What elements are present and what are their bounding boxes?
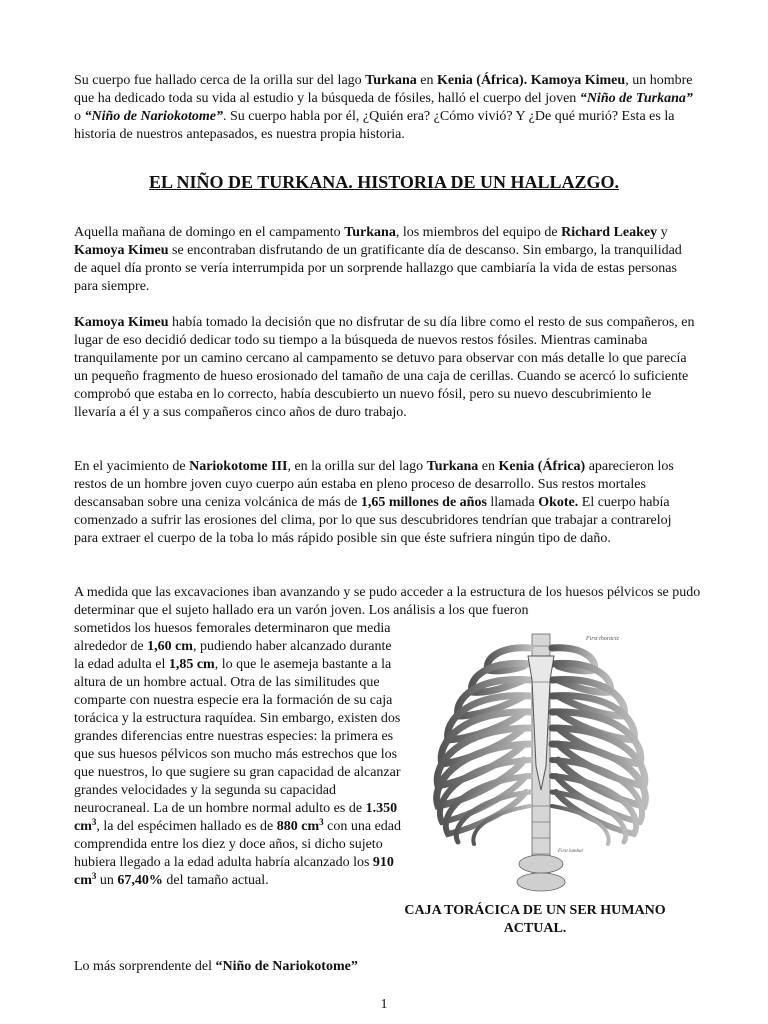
text: o <box>74 109 85 124</box>
bold-italic-text: “Niño de Turkana” <box>579 91 693 106</box>
text: se encontraban disfrutando de un gratificante día de descanso. Sin embargo, la tranquilidad de aquel día pronto se vería interrumpida por un sorprende hallazgo que cambiaría la vida de estas personas para siempre. <box>74 243 682 294</box>
bold-text: Kenia (África). Kamoya Kimeu <box>437 73 626 88</box>
paragraph-2 <box>74 314 696 422</box>
first-thoracic-label: First thoracic <box>586 636 620 642</box>
text: en <box>416 73 437 88</box>
text: 910 cm <box>74 855 394 888</box>
paragraph-3 <box>74 458 696 548</box>
text: había tomado la decisión que no disfrutar de su día libre como el resto de sus compañeros, en lugar de eso decidió dedicar todo su tiempo a la búsqueda de nuevos restos fósiles. Mientras caminaba tranquilamente por un camino cercano al campamento se detuvo para observar con más detalle lo que parecía un pequeño fragmento de hueso erosionado del tamaño de una caja de cerillas. Cuando se acercó lo suficiente comprobó que estaba en lo correcto, había descubierto un nuevo fósil, pero su nuevo descubrimiento le llevaría a él y a sus compañeros cinco años de duro trabajo. <box>74 315 695 420</box>
paragraph-4-lead: A medida que las excavaciones iban avanzando y se pudo acceder a la estructura de los huesos pélvicos se pudo determinar que el sujeto hallado era un varón joven. Los análisis a los que fueron <box>74 585 701 618</box>
intro-paragraph <box>74 72 696 144</box>
text: sometidos los huesos femorales determinaron que media alrededor de <box>74 621 391 654</box>
superscript: 3 <box>91 817 97 827</box>
text: Su cuerpo fue hallado cerca de la orilla sur del lago <box>74 73 366 88</box>
text: 880 cm <box>276 819 320 834</box>
text: , un hombre que ha dedicado toda su vida al estudio y la búsqueda de fósiles, halló el cuerpo del joven <box>74 73 693 106</box>
bold-text: Richard Leakey <box>561 225 658 240</box>
bold-text: Kenia (África) <box>498 459 586 474</box>
right-ribs <box>552 648 645 844</box>
text: con una edad comprendida entre los diez y doce años, si dicho sujeto hubiera llegado a la edad adulta habría alcanzado los <box>74 819 402 870</box>
bold-text: Kamoya Kimeu <box>74 243 169 258</box>
text: , lo que le asemeja bastante a la altura de un hombre actual. Otra de las similitudes que comparte con nuestra especie era la formación de su caja torácica y la estructura raquídea. Sin embargo, existen dos grandes diferencias entre nuestras especies: la primera es que sus huesos pélvicos son mucho más estrechos que los que nuestros, lo que sugiere su gran capacidad de alcanzar grandes velocidades y la segunda su capacidad neurocraneal. La de un hombre normal adulto es de <box>74 657 401 816</box>
text: , los miembros del equipo de <box>395 225 562 240</box>
bold-text: 1,85 cm <box>168 657 215 672</box>
rib-cage-illustration <box>418 626 664 904</box>
bold-text: 1,60 cm <box>147 639 193 654</box>
bold-text: Okote. <box>538 495 579 510</box>
text: un <box>96 873 118 888</box>
bold-italic-text: “Niño de Nariokotome” <box>84 109 223 124</box>
text: , pudiendo haber alcanzado durante la edad adulta el <box>74 639 392 672</box>
text: El cuerpo había comenzado a sufrir las erosiones del clima, por lo que sus descubridores tendrían que trabajar a contrareloj para extraer el cuerpo de la toba lo más rápido posible sin que éste sufriera ningún tipo de daño. <box>74 495 672 546</box>
text: en <box>478 459 499 474</box>
left-ribs <box>437 648 530 844</box>
text: llamada <box>486 495 539 510</box>
paragraph-1 <box>74 224 696 296</box>
bold-text: 1,65 millones de años <box>360 495 487 510</box>
text: . Su cuerpo habla por él, ¿Quién era? ¿Cómo vivió? Y ¿De qué murió? Esta es la historia de nuestros antepasados, es nuestra propia historia. <box>74 109 675 142</box>
figure-caption: CAJA TORÁCICA DE UN SER HUMANO ACTUAL. <box>404 903 666 936</box>
section-heading: EL NIÑO DE TURKANA. HISTORIA DE UN HALLAZGO. <box>149 172 619 192</box>
text: Aquella mañana de domingo en el campamento <box>74 225 345 240</box>
bold-text: Turkana <box>426 459 479 474</box>
bold-text <box>277 819 324 834</box>
bold-text: “Niño de Nariokotome” <box>215 959 358 974</box>
paragraph-5 <box>74 958 696 976</box>
text: del tamaño actual. <box>162 873 269 888</box>
text: , la del espécimen hallado es de <box>96 819 277 834</box>
bold-text: Kamoya Kimeu <box>74 315 169 330</box>
first-lumbar-label: First lumbar <box>558 849 584 854</box>
superscript: 3 <box>319 817 324 827</box>
superscript: 3 <box>91 871 97 881</box>
bold-text: Turkana <box>365 73 417 88</box>
text: Lo más sorprendente del <box>74 959 216 974</box>
bold-text: Nariokotome III <box>189 459 288 474</box>
bold-text: Turkana <box>344 225 396 240</box>
text: y <box>657 225 668 240</box>
page-number: 1 <box>380 997 388 1012</box>
text: aparecieron los restos de un hombre joven cuyo cuerpo aún estaba en pleno proceso de desarrollo. Sus restos mortales descansaban sobre una ceniza volcánica de más de <box>74 459 674 510</box>
text: , en la orilla sur del lago <box>287 459 427 474</box>
paragraph-4-body <box>74 620 404 890</box>
text: En el yacimiento de <box>74 459 190 474</box>
bold-text: 67,40% <box>117 873 163 888</box>
text: 1.350 cm <box>74 801 398 834</box>
